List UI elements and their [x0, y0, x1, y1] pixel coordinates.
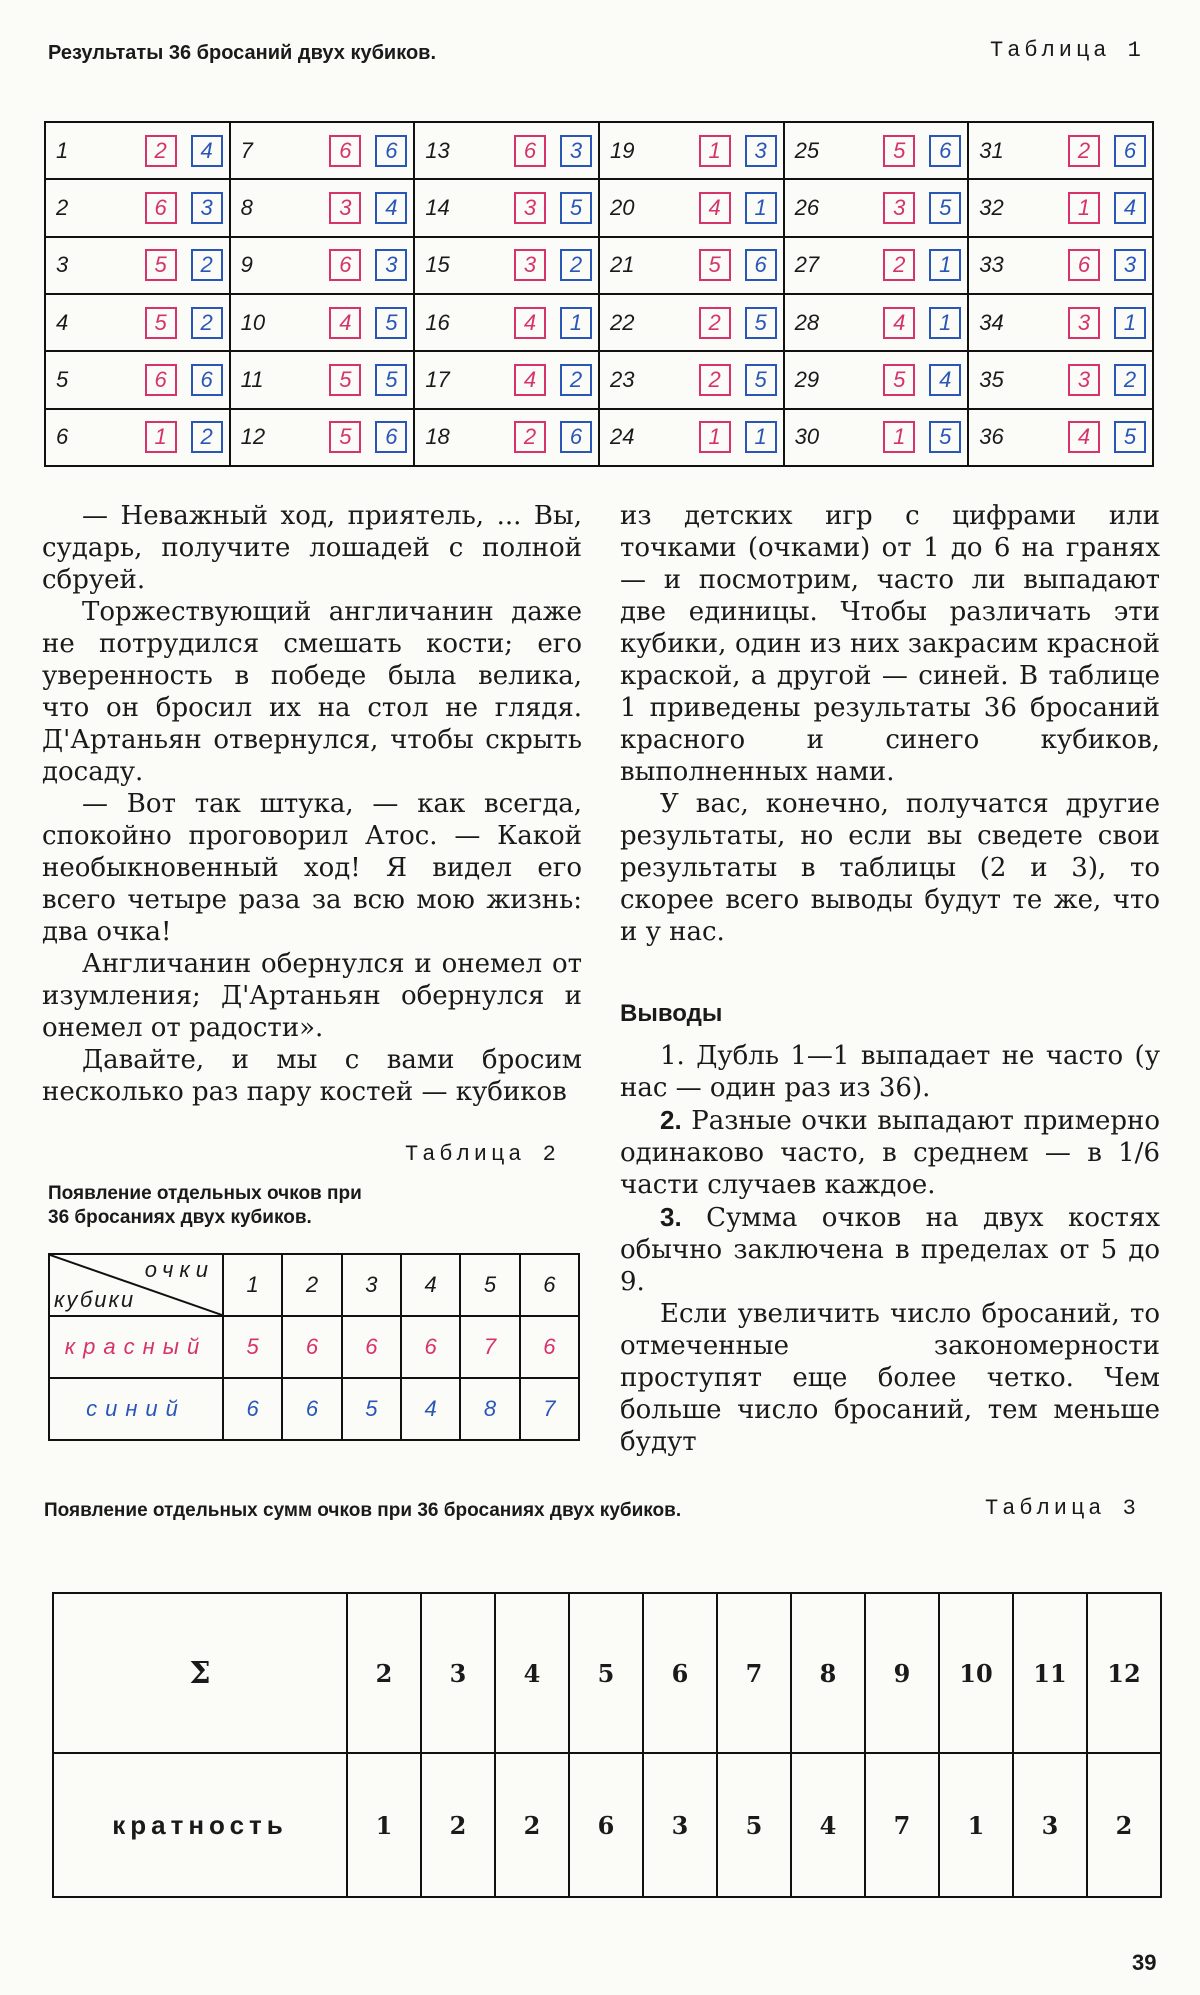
red-die-value: 3: [514, 192, 546, 224]
throw-cell: [45, 122, 230, 179]
throw-number: 10: [240, 309, 266, 335]
throw-number: 9: [240, 252, 253, 278]
throw-cell: [414, 294, 599, 351]
blue-die-value: 5: [929, 421, 961, 453]
red-die-value: 1: [699, 135, 731, 167]
throw-number: 35: [979, 366, 1004, 392]
count-value: 1: [347, 1753, 421, 1897]
throw-cell: [230, 237, 415, 294]
table3-label: Таблица 3: [985, 1496, 1140, 1521]
paragraph: Англичанин обернулся и онемел от изумления; Д'Артаньян обернулся и онемел от радости».: [42, 949, 582, 1043]
red-die-value: 4: [329, 307, 361, 339]
throw-number: 33: [979, 252, 1004, 278]
blue-die-value: 4: [191, 135, 223, 167]
count-value: 2: [1087, 1753, 1161, 1897]
blue-die-value: 5: [745, 364, 777, 396]
blue-die-value: 6: [375, 135, 407, 167]
throw-cell: [230, 351, 415, 408]
blue-die-value: 1: [745, 192, 777, 224]
throw-cell: [45, 237, 230, 294]
count-cell: 6: [282, 1378, 341, 1440]
sum-value: 10: [939, 1593, 1013, 1753]
count-cell: 6: [401, 1316, 460, 1378]
blue-die-value: 6: [745, 249, 777, 281]
blue-die-value: 2: [560, 364, 592, 396]
red-die-value: 2: [514, 421, 546, 453]
table1-row: [45, 237, 1153, 294]
count-value: 2: [421, 1753, 495, 1897]
red-die-value: 5: [329, 421, 361, 453]
throw-number: 26: [794, 194, 820, 220]
blue-die-value: 3: [191, 192, 223, 224]
throw-cell: [45, 409, 230, 466]
throw-cell: [599, 409, 784, 466]
sum-value: 12: [1087, 1593, 1161, 1753]
count-value: 6: [569, 1753, 643, 1897]
count-cell: 4: [401, 1378, 460, 1440]
throw-number: 21: [609, 252, 635, 278]
red-die-value: 4: [514, 364, 546, 396]
red-die-value: 3: [1068, 364, 1100, 396]
red-die-value: 5: [883, 135, 915, 167]
corner-top-label: очки: [144, 1257, 214, 1282]
throw-cell: [230, 294, 415, 351]
row-name-red: красный: [49, 1316, 223, 1378]
sum-value: 7: [717, 1593, 791, 1753]
blue-die-value: 3: [375, 249, 407, 281]
table1-title: Результаты 36 бросаний двух кубиков.: [48, 42, 437, 64]
throw-number: 4: [56, 309, 69, 335]
throw-number: 20: [609, 194, 635, 220]
red-die-value: 6: [329, 249, 361, 281]
throw-number: 3: [56, 252, 69, 278]
red-die-value: 6: [1068, 249, 1100, 281]
table3: [52, 1592, 1162, 1898]
count-cell: 6: [282, 1316, 341, 1378]
count-cell: 5: [223, 1316, 282, 1378]
sum-value: 11: [1013, 1593, 1087, 1753]
blue-die-value: 5: [375, 364, 407, 396]
points-header: 2: [282, 1254, 341, 1316]
red-die-value: 2: [1068, 135, 1100, 167]
throw-number: 24: [609, 424, 635, 450]
throw-cell: [45, 351, 230, 408]
throw-cell: [968, 294, 1153, 351]
red-die-value: 4: [883, 307, 915, 339]
throw-cell: [968, 351, 1153, 408]
blue-die-value: 1: [560, 307, 592, 339]
right-column: [620, 500, 1160, 1458]
blue-die-value: 3: [745, 135, 777, 167]
paragraph: Если увеличить число бросаний, то отмеченные закономерности проступят еще более четко. Чем больше число бросаний, тем меньше будут: [620, 1299, 1160, 1457]
paragraph: Давайте, и мы с вами бросим несколько раз пару костей — кубиков: [42, 1045, 582, 1107]
throw-cell: [599, 122, 784, 179]
red-die-value: 4: [1068, 421, 1100, 453]
throw-number: 7: [240, 137, 253, 163]
red-die-value: 5: [145, 307, 177, 339]
conclusion-item: 1. Дубль 1—1 выпадает не часто (у нас — один раз из 36).: [620, 1041, 1160, 1103]
count-cell: 7: [460, 1316, 519, 1378]
points-header: 4: [401, 1254, 460, 1316]
throw-number: 28: [794, 309, 820, 335]
throw-number: 31: [979, 137, 1004, 163]
points-header: 5: [460, 1254, 519, 1316]
sum-header: Σ: [53, 1593, 347, 1753]
throw-number: 5: [56, 366, 69, 392]
points-header: 3: [342, 1254, 401, 1316]
blue-die-value: 4: [375, 192, 407, 224]
sum-value: 4: [495, 1593, 569, 1753]
throw-number: 11: [240, 366, 264, 392]
blue-die-value: 2: [191, 249, 223, 281]
throw-number: 14: [425, 194, 450, 220]
table2: [48, 1253, 580, 1441]
count-cell: 8: [460, 1378, 519, 1440]
throw-number: 30: [794, 424, 820, 450]
throw-cell: [414, 237, 599, 294]
red-die-value: 3: [883, 192, 915, 224]
throw-cell: [784, 122, 969, 179]
red-die-value: 2: [145, 135, 177, 167]
blue-die-value: 2: [560, 249, 592, 281]
count-cell: 6: [223, 1378, 282, 1440]
table1-row: [45, 294, 1153, 351]
throw-cell: [230, 122, 415, 179]
red-die-value: 6: [145, 192, 177, 224]
throw-number: 34: [979, 309, 1004, 335]
throw-cell: [784, 351, 969, 408]
blue-die-value: 5: [375, 307, 407, 339]
blue-die-value: 5: [929, 192, 961, 224]
red-die-value: 3: [514, 249, 546, 281]
throw-number: 23: [609, 366, 635, 392]
throw-number: 15: [425, 252, 450, 278]
throw-cell: [45, 179, 230, 236]
blue-die-value: 2: [191, 421, 223, 453]
count-value: 3: [1013, 1753, 1087, 1897]
throw-cell: [414, 351, 599, 408]
throw-cell: [968, 237, 1153, 294]
throw-cell: [599, 237, 784, 294]
count-value: 2: [495, 1753, 569, 1897]
throw-cell: [784, 179, 969, 236]
points-header: 1: [223, 1254, 282, 1316]
red-die-value: 6: [329, 135, 361, 167]
blue-die-value: 6: [1114, 135, 1146, 167]
table1-row: [45, 122, 1153, 179]
points-header: 6: [520, 1254, 579, 1316]
throw-number: 12: [240, 424, 266, 450]
red-die-value: 5: [699, 249, 731, 281]
blue-die-value: 1: [745, 421, 777, 453]
count-cell: 5: [342, 1378, 401, 1440]
blue-die-value: 4: [1114, 192, 1146, 224]
sum-value: 3: [421, 1593, 495, 1753]
throw-cell: [230, 409, 415, 466]
throw-cell: [968, 409, 1153, 466]
throw-cell: [414, 179, 599, 236]
throw-number: 29: [794, 366, 820, 392]
paragraph: — Вот так штука, — как всегда, спокойно проговорил Атос. — Какой необыкновенный ход! Я видел его всего четыре раза за всю мою жизнь: два очка!: [42, 789, 582, 947]
throw-number: 25: [794, 137, 820, 163]
conclusion-item: 3. Сумма очков на двух костях обычно заключена в пределах от 5 до 9.: [620, 1202, 1160, 1297]
throw-cell: [414, 122, 599, 179]
corner-cell: [49, 1254, 223, 1316]
multiplicity-header: кратность: [53, 1753, 347, 1897]
count-value: 5: [717, 1753, 791, 1897]
paragraph: из детских игр с цифрами или точками (очками) от 1 до 6 на гранях — и посмотрим, часто ли выпадают две единицы. Чтобы различать эти кубики, один из них закрасим красной краской, а другой — синей. В таблице 1 приведены результаты 36 бросаний красного и синего кубиков, выполненных нами.: [620, 501, 1160, 787]
conclusion-item: 2. Разные очки выпадают примерно одинаково часто, в среднем — в 1/6 части случаев каждое.: [620, 1105, 1160, 1200]
throw-number: 2: [56, 194, 69, 220]
blue-die-value: 6: [375, 421, 407, 453]
blue-die-value: 2: [1114, 364, 1146, 396]
throw-cell: [784, 237, 969, 294]
throw-number: 18: [425, 424, 450, 450]
red-die-value: 5: [145, 249, 177, 281]
row-name-blue: синий: [49, 1378, 223, 1440]
throw-cell: [599, 179, 784, 236]
throw-number: 1: [56, 137, 69, 163]
throw-cell: [45, 294, 230, 351]
paragraph: — Неважный ход, приятель, ... Вы, сударь, получите лошадей с полной сбруей.: [42, 501, 582, 595]
count-value: 3: [643, 1753, 717, 1897]
throw-cell: [230, 179, 415, 236]
corner-bottom-label: кубики: [54, 1287, 136, 1312]
throw-cell: [599, 351, 784, 408]
throw-number: 13: [425, 137, 450, 163]
table3-title: Появление отдельных сумм очков при 36 бросаниях двух кубиков.: [44, 1500, 682, 1521]
throw-number: 6: [56, 424, 69, 450]
red-die-value: 1: [699, 421, 731, 453]
blue-die-value: 5: [560, 192, 592, 224]
blue-die-value: 5: [745, 307, 777, 339]
sum-value: 2: [347, 1593, 421, 1753]
throw-number: 8: [240, 194, 253, 220]
red-die-value: 3: [1068, 307, 1100, 339]
throw-number: 22: [609, 309, 635, 335]
sum-value: 8: [791, 1593, 865, 1753]
red-die-value: 6: [514, 135, 546, 167]
throw-number: 27: [794, 252, 820, 278]
count-cell: 6: [520, 1316, 579, 1378]
blue-die-value: 1: [929, 249, 961, 281]
page-number: 39: [1132, 1950, 1157, 1975]
throw-cell: [784, 409, 969, 466]
throw-cell: [599, 294, 784, 351]
count-cell: 6: [342, 1316, 401, 1378]
throw-number: 17: [425, 366, 450, 392]
count-value: 4: [791, 1753, 865, 1897]
red-die-value: 5: [883, 364, 915, 396]
table1-row: [45, 351, 1153, 408]
blue-die-value: 5: [1114, 421, 1146, 453]
red-die-value: 3: [329, 192, 361, 224]
table2-title: Появление отдельных очков при 36 бросаниях двух кубиков.: [48, 1183, 362, 1228]
blue-die-value: 3: [1114, 249, 1146, 281]
table1-row: [45, 409, 1153, 466]
blue-die-value: 3: [560, 135, 592, 167]
red-die-value: 4: [514, 307, 546, 339]
blue-die-value: 6: [929, 135, 961, 167]
blue-die-value: 1: [929, 307, 961, 339]
throw-cell: [968, 179, 1153, 236]
red-die-value: 1: [1068, 192, 1100, 224]
table2-label: Таблица 2: [405, 1142, 560, 1167]
blue-die-value: 4: [929, 364, 961, 396]
red-die-value: 2: [699, 364, 731, 396]
conclusion-number: 3.: [660, 1202, 682, 1232]
conclusion-number: 2.: [660, 1105, 682, 1135]
sum-value: 5: [569, 1593, 643, 1753]
blue-die-value: 6: [191, 364, 223, 396]
paragraph: Торжествующий англичанин даже не потрудился смешать кости; его уверенность в победе была велика, что он бросил их на стол не глядя. Д'Артаньян отвернулся, чтобы скрыть досаду.: [42, 597, 582, 787]
red-die-value: 1: [145, 421, 177, 453]
throw-number: 19: [609, 137, 635, 163]
throw-cell: [968, 122, 1153, 179]
throw-number: 16: [425, 309, 450, 335]
left-column: [42, 500, 582, 1108]
blue-die-value: 1: [1114, 307, 1146, 339]
sum-value: 9: [865, 1593, 939, 1753]
blue-die-value: 2: [191, 307, 223, 339]
paragraph: У вас, конечно, получатся другие результаты, но если вы сведете свои результаты в таблицы (2 и 3), то скорее всего выводы будут те же, что и у нас.: [620, 789, 1160, 947]
throw-number: 32: [979, 194, 1004, 220]
count-cell: 7: [520, 1378, 579, 1440]
blue-die-value: 6: [560, 421, 592, 453]
sum-value: 6: [643, 1593, 717, 1753]
throw-cell: [784, 294, 969, 351]
red-die-value: 5: [329, 364, 361, 396]
red-die-value: 2: [883, 249, 915, 281]
red-die-value: 1: [883, 421, 915, 453]
table1-label: Таблица 1: [990, 38, 1145, 63]
count-value: 7: [865, 1753, 939, 1897]
conclusions-heading: Выводы: [620, 1000, 723, 1027]
table1-row: [45, 179, 1153, 236]
red-die-value: 2: [699, 307, 731, 339]
conclusion-number: 1.: [660, 1041, 685, 1071]
table1: [44, 121, 1154, 467]
count-value: 1: [939, 1753, 1013, 1897]
red-die-value: 6: [145, 364, 177, 396]
red-die-value: 4: [699, 192, 731, 224]
throw-cell: [414, 409, 599, 466]
throw-number: 36: [979, 424, 1004, 450]
